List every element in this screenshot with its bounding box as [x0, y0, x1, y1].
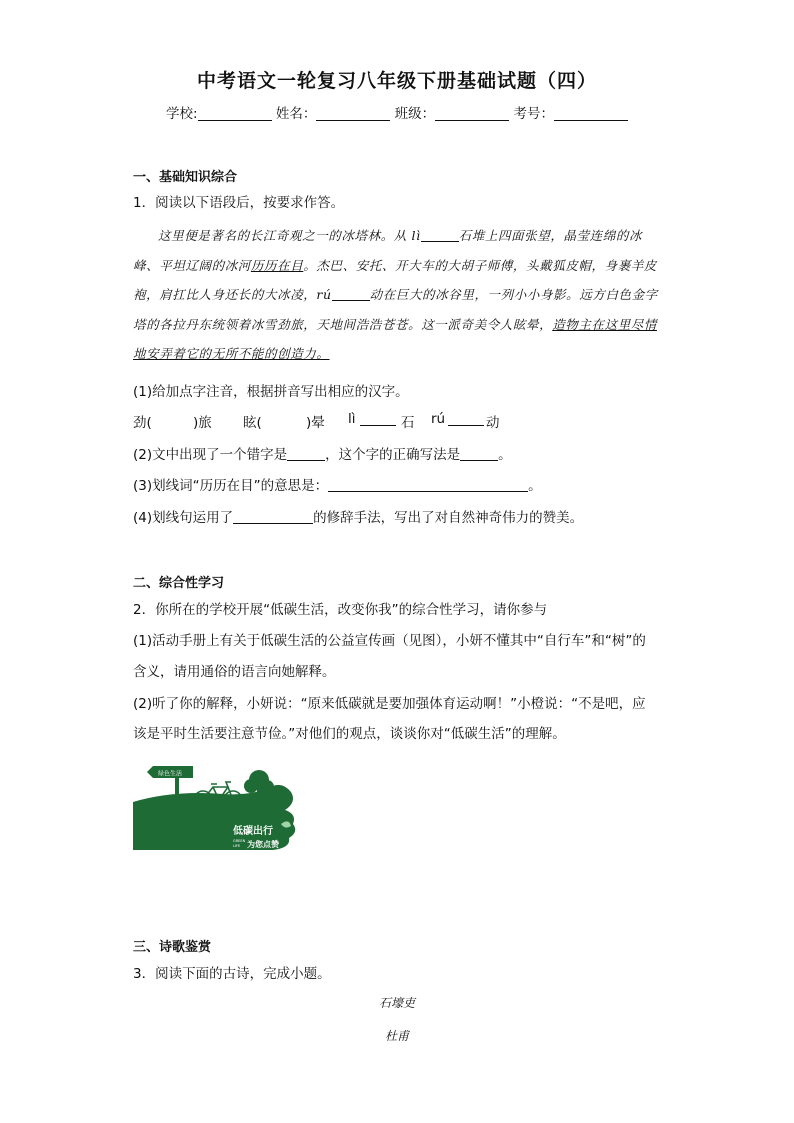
underlined-sentence: 造物主在这里尽情地安弄着它的无所不能的创造力。	[133, 316, 658, 361]
slogan-sub: 为您点赞	[247, 840, 279, 849]
exam-label: 考号：	[513, 106, 554, 122]
q2-sub1-line2: 含义，请用通俗的语言向她解释。	[133, 664, 336, 680]
poem-title: 石壕吏	[378, 996, 415, 1010]
sub4-text-a: (4)划线句运用了	[133, 510, 234, 526]
slogan-main: 低碳出行	[233, 826, 273, 837]
sub3-text-a: (3)划线词“历历在目”的意思是：	[133, 478, 329, 494]
question-1-prompt: 1．阅读以下语段后，按要求作答。	[133, 195, 345, 211]
sub4-text-b: 的修辞手法，写出了对自然神奇伟力的赞美。	[313, 510, 584, 526]
passage-text-d: 。杰巴、安托、开大车的大胡子师傅，头戴狐皮帽，身裹羊皮袍，肩扛比人身还长的大冰凌，rú	[133, 257, 658, 302]
sign-text: 绿色生活	[157, 770, 183, 778]
q2-sub1-line1: (1)活动手册上有关于低碳生活的公益宣传画（见图），小妍不懂其中“自行车”和“树”的	[133, 633, 646, 649]
pinyin-ru: rú	[431, 411, 446, 427]
pinyin-li: lì	[348, 411, 356, 427]
correct-char-blank[interactable]	[460, 448, 498, 461]
char-dong: 动	[486, 415, 500, 431]
school-label: 学校:	[166, 106, 198, 122]
blank-ru[interactable]	[332, 288, 370, 301]
question-3-prompt: 3．阅读下面的古诗，完成小题。	[133, 966, 331, 982]
sub-question-4	[133, 506, 583, 526]
class-label: 班级：	[394, 106, 436, 122]
low-carbon-poster	[133, 760, 303, 852]
school-blank[interactable]	[198, 106, 272, 121]
wrong-char-blank[interactable]	[287, 448, 325, 461]
q2-sub2-line1: (2)听了你的解释，小妍说：“原来低碳就是要加强体育运动啊！”小橙说：“不是吧，应	[133, 696, 646, 712]
meaning-blank[interactable]	[328, 479, 528, 492]
student-info-line	[0, 102, 794, 122]
page-title: 中考语文一轮复习八年级下册基础试题（四）	[196, 70, 597, 92]
section-heading-basic: 一、基础知识综合	[133, 170, 238, 185]
rhetoric-blank[interactable]	[233, 511, 313, 524]
section-heading-poetry: 三、诗歌鉴赏	[133, 940, 212, 955]
char-xuan: 眩(	[243, 415, 262, 431]
char-jin: 劲(	[133, 415, 152, 431]
sub-question-3	[133, 474, 542, 494]
blank-li-answer[interactable]	[360, 413, 396, 426]
sub2-text-a: (2)文中出现了一个错字是	[133, 447, 288, 463]
section-heading-comprehensive: 二、综合性学习	[133, 576, 225, 591]
reading-passage	[133, 221, 663, 369]
name-blank[interactable]	[316, 106, 390, 121]
question-2-prompt: 2．你所在的学校开展“低碳生活，改变你我”的综合性学习，请你参与	[133, 602, 548, 618]
sub3-text-b: 。	[528, 478, 542, 494]
sub-question-2	[133, 443, 512, 463]
exam-number-blank[interactable]	[554, 106, 628, 121]
slogan-en-2: LIFE	[233, 844, 241, 848]
class-blank[interactable]	[435, 106, 509, 121]
passage-text-e: 动在巨大的冰谷里，一列小小身影。远方白色金字塔的各拉丹东统领着冰雪劲旅，天地间浩浩苍苍。这一派奇美令人眩晕，	[133, 287, 658, 332]
sub2-text-c: 。	[498, 447, 512, 463]
passage-text-a: 这里便是著名的长江奇观之一的冰塔林。从 lì	[158, 228, 421, 243]
passage-text-b: 石堆上四面张望，晶莹连绵的冰峰、平坦辽阔的冰河	[133, 228, 643, 273]
underlined-phrase: 历历在目	[250, 257, 304, 273]
slogan-en-1: GREEN	[233, 839, 246, 843]
q2-sub2-line2: 该是平时生活要注意节俭。”对他们的观点，谈谈你对“低碳生活”的理解。	[133, 726, 566, 742]
char-shi: 石	[401, 415, 415, 431]
poem-author: 杜甫	[384, 1029, 409, 1043]
blank-li[interactable]	[421, 229, 459, 242]
sub2-text-b: ，这个字的正确写法是	[325, 447, 461, 463]
blank-ru-answer[interactable]	[448, 413, 484, 426]
name-label: 姓名：	[275, 106, 317, 122]
sub-question-1-answers	[133, 411, 653, 431]
char-lv: )旅	[193, 415, 212, 431]
sub-question-1: (1)给加点字注音，根据拼音写出相应的汉字。	[133, 384, 409, 400]
char-yun: )晕	[306, 415, 325, 431]
